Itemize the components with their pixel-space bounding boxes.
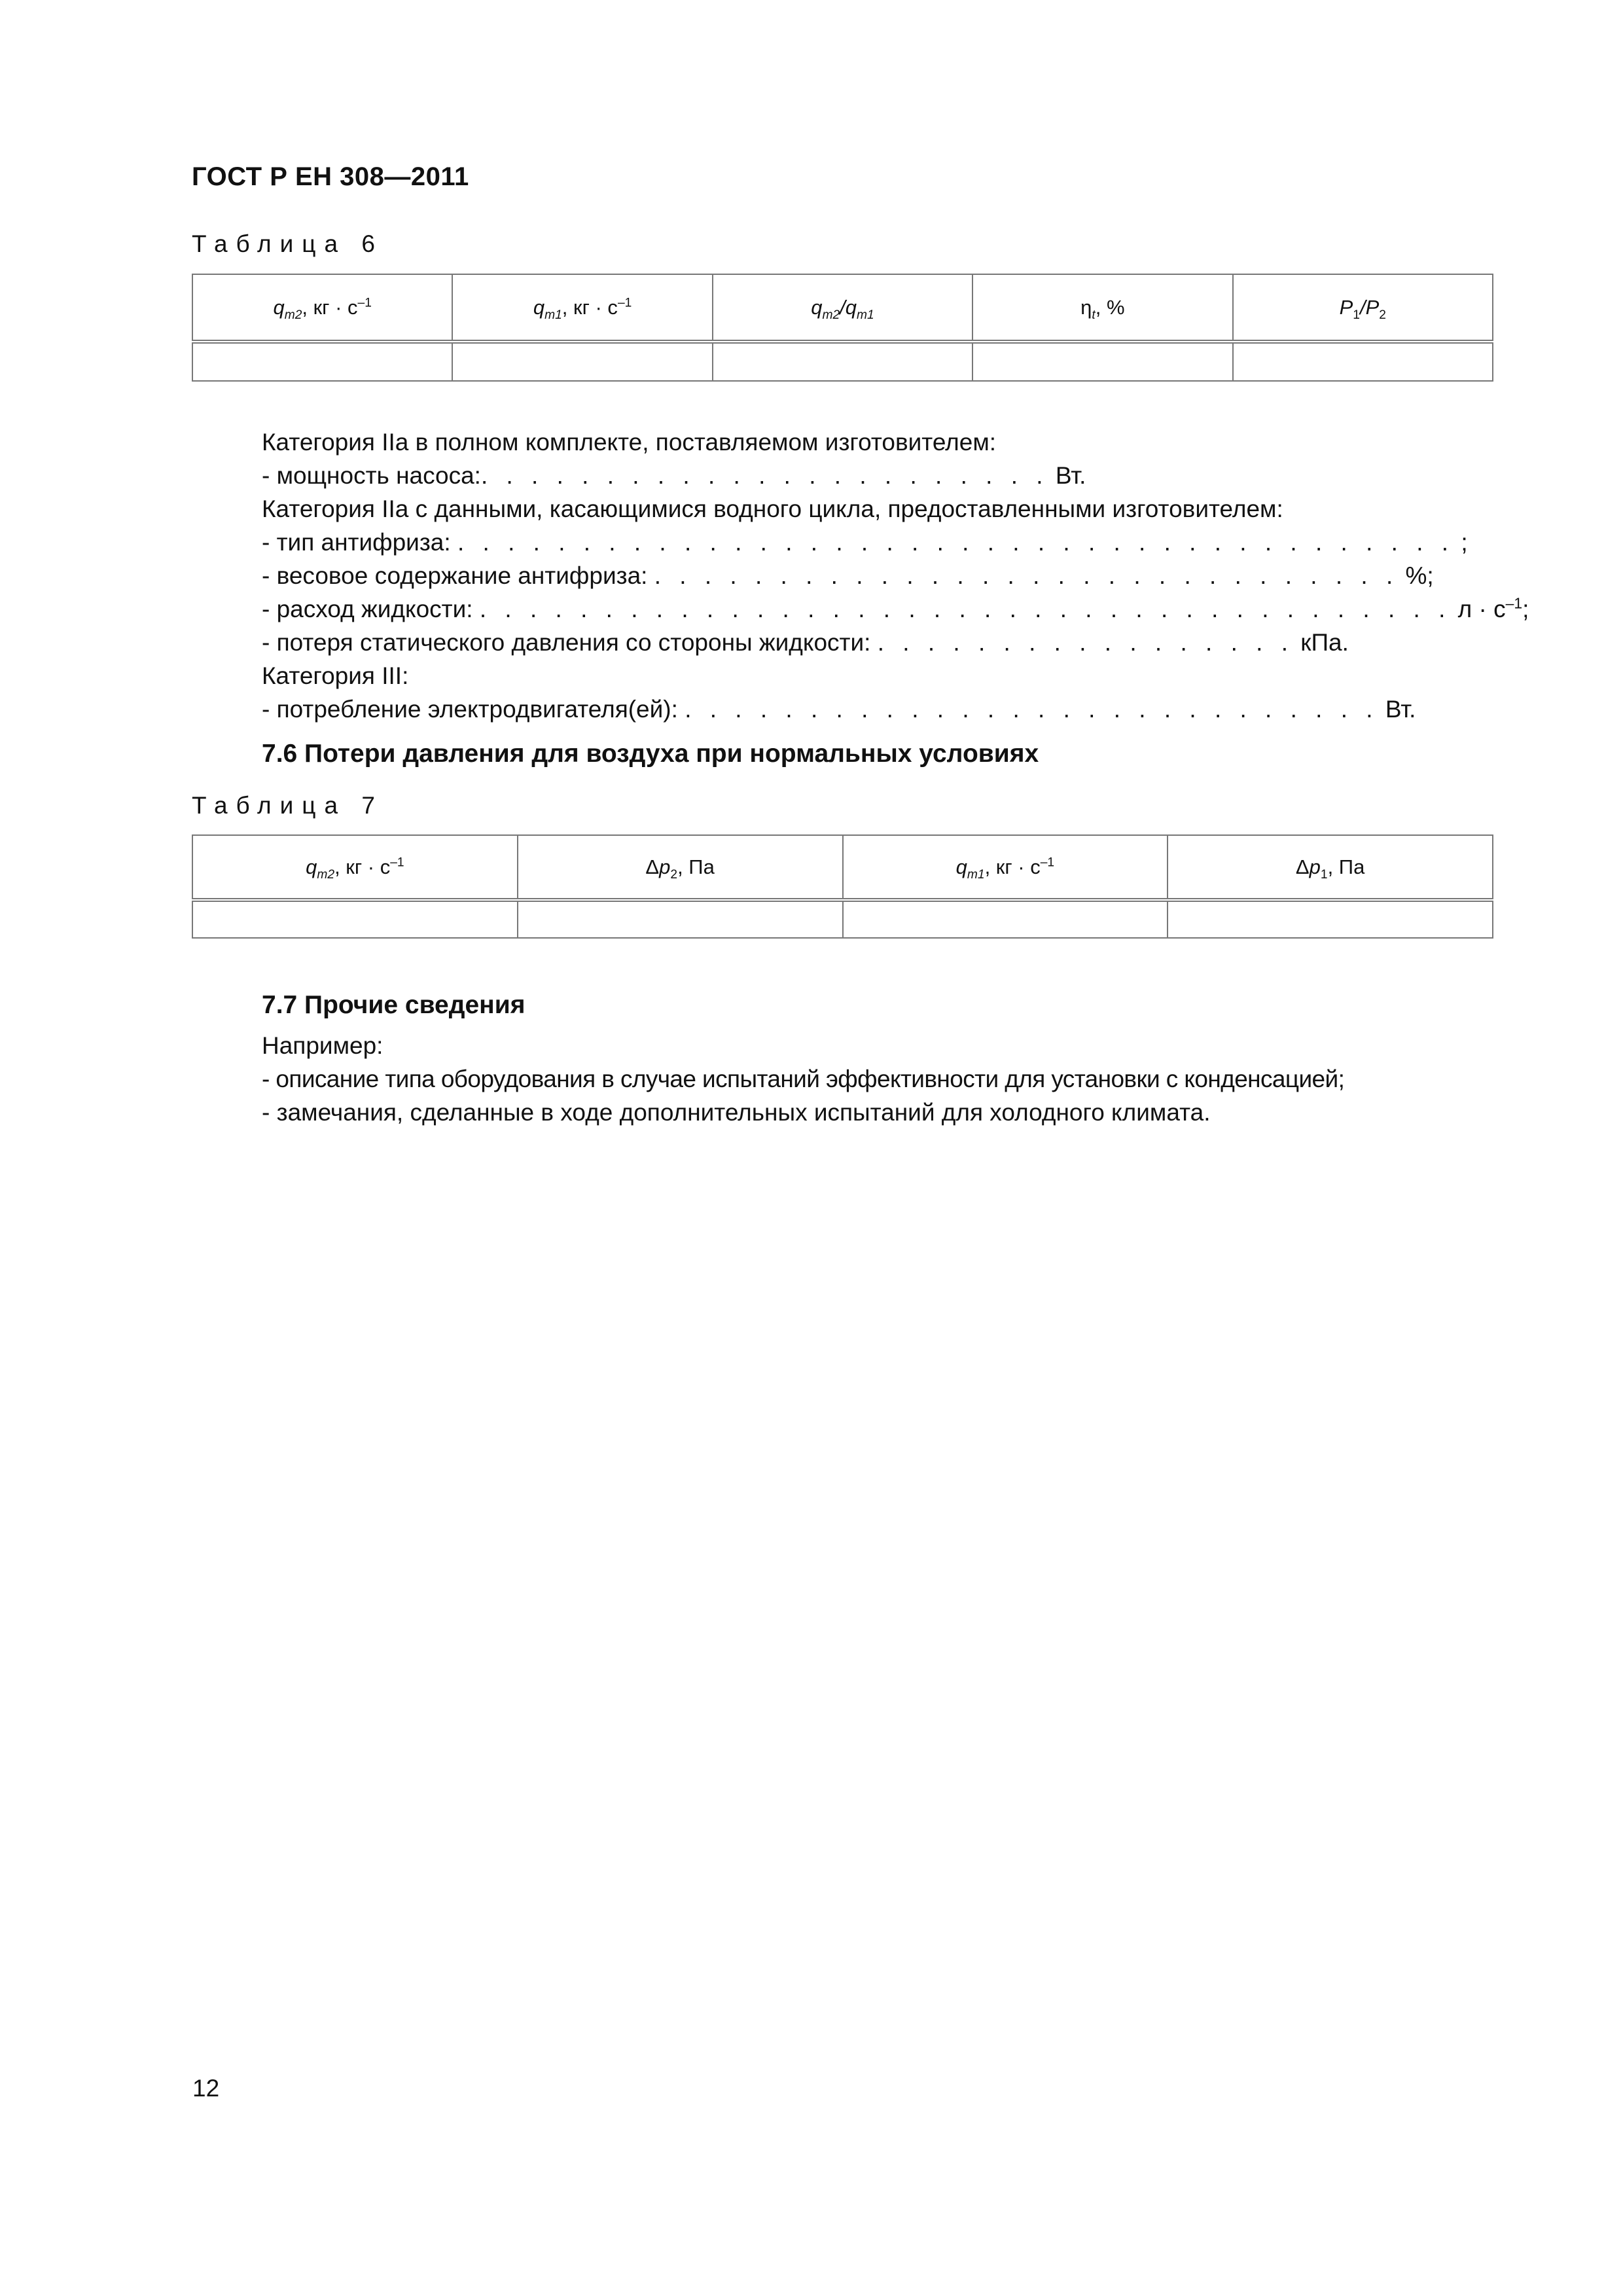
- category-2a-full-heading: Категория IIа в полном комплекте, поставляемом изготовителем:: [262, 429, 997, 456]
- table6: [192, 274, 1493, 382]
- table6-caption: Таблица 6: [192, 230, 383, 257]
- table7-header-dp2: $\Delta p_2$, Па: [518, 835, 843, 900]
- pump-power-line: - мощность насоса:. . . . . . . . . . . . . . . . . . . . . . . Вт.: [262, 462, 1086, 489]
- table7-cell[interactable]: [192, 900, 518, 938]
- leader-dots: . . . . . . . . . . . . . . . . . . . . . . . . . . . . . .: [654, 562, 1399, 589]
- page-number: 12: [192, 2075, 220, 2102]
- section-7-6-title: 7.6 Потери давления для воздуха при нормальных условиях: [262, 740, 1039, 768]
- table7-header-qm2: $q_{m2}$, кг · $с^{-1}$: [192, 835, 518, 900]
- table6-cell[interactable]: [972, 342, 1232, 381]
- table6-header-flow-ratio: $q_{m2}/q_{m1}$: [713, 274, 972, 342]
- table6-cell[interactable]: [713, 342, 972, 381]
- table6-cell[interactable]: [192, 342, 452, 381]
- antifreeze-content-line: - весовое содержание антифриза: . . . . . . . . . . . . . . . . . . . . . . . . . . . . . . %;: [262, 562, 1434, 589]
- table6-header-power-ratio: $P_1/P_2$: [1233, 274, 1493, 342]
- antifreeze-type-line: - тип антифриза: . . . . . . . . . . . . . . . . . . . . . . . . . . . . . . . . . . . . . . . . ;: [262, 529, 1468, 556]
- leader-dots: . . . . . . . . . . . . . . . . . . . . . . . . . . . . . . . . . . . . . . .: [479, 596, 1452, 622]
- motor-consumption-line: - потребление электродвигателя(ей): . . . . . . . . . . . . . . . . . . . . . . . . . . . . Вт.: [262, 696, 1416, 723]
- table7-cell[interactable]: [1168, 900, 1493, 938]
- table7-header-dp1: $\Delta p_1$, Па: [1168, 835, 1493, 900]
- table6-cell[interactable]: [452, 342, 712, 381]
- category-3-heading: Категория III:: [262, 662, 409, 689]
- other-info: [262, 1029, 1344, 1129]
- table7-caption: Таблица 7: [192, 792, 383, 819]
- other-info-intro: Например:: [262, 1032, 383, 1059]
- other-info-item: - замечания, сделанные в ходе дополнительных испытаний для холодного климата.: [262, 1099, 1211, 1126]
- table7-header-qm1: $q_{m1}$, кг · $с^{-1}$: [843, 835, 1168, 900]
- leader-dots: . . . . . . . . . . . . . . . . . . . . . . . . . . . . . . . . . . . . . . . .: [457, 529, 1455, 556]
- table7-cell[interactable]: [843, 900, 1168, 938]
- section-7-7-title: 7.7 Прочие сведения: [262, 991, 526, 1019]
- leader-dots: . . . . . . . . . . . . . . . . . . . . . . .: [480, 462, 1049, 489]
- leader-dots: . . . . . . . . . . . . . . . . .: [877, 629, 1294, 656]
- table7: [192, 834, 1493, 939]
- pressure-loss-line: - потеря статического давления со стороны жидкости: . . . . . . . . . . . . . . . . . кПа.: [262, 629, 1349, 656]
- liquid-flow-line: - расход жидкости: . . . . . . . . . . . . . . . . . . . . . . . . . . . . . . . . . . . . . . . $л \cdot с^{-1}$;: [262, 594, 1529, 622]
- category-details: [262, 425, 1529, 726]
- table6-header-qm2: $q_{m2}$, кг · $с^{-1}$: [192, 274, 452, 342]
- other-info-item: - описание типа оборудования в случае испытаний эффективности для установки с конденсацией;: [262, 1066, 1345, 1092]
- category-2a-data-heading: Категория IIа с данными, касающимися водного цикла, предоставленными изготовителем:: [262, 495, 1283, 522]
- table6-header-efficiency: $\eta_t$, %: [972, 274, 1232, 342]
- table6-header-qm1: $q_{m1}$, кг · $с^{-1}$: [452, 274, 712, 342]
- document-header: ГОСТ Р ЕН 308—2011: [192, 162, 469, 191]
- table7-cell[interactable]: [518, 900, 843, 938]
- leader-dots: . . . . . . . . . . . . . . . . . . . . . . . . . . . .: [685, 696, 1379, 723]
- table6-cell[interactable]: [1233, 342, 1493, 381]
